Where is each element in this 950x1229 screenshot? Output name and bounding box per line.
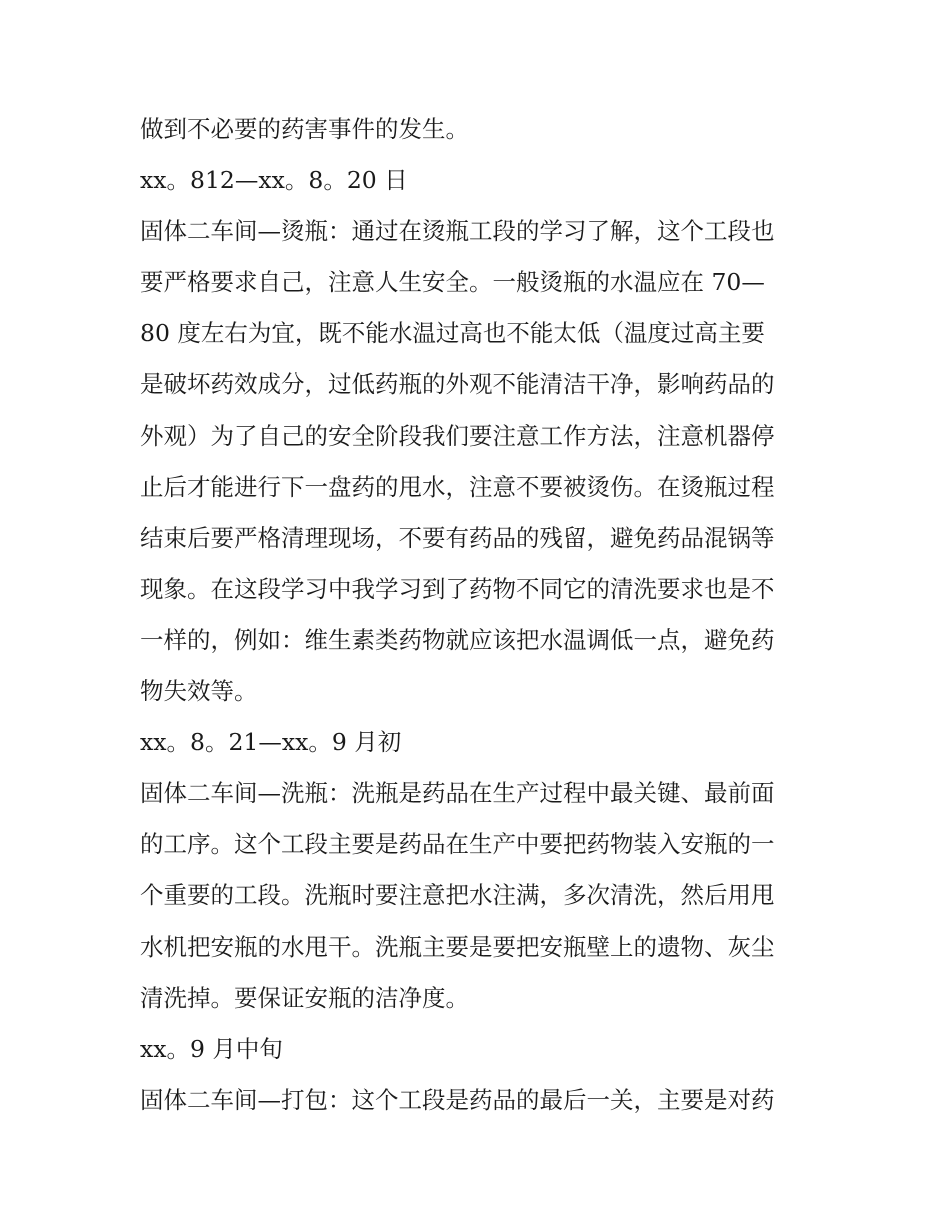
text-line: 外观）为了自己的安全阶段我们要注意工作方法，注意机器停 (140, 421, 775, 450)
text-line: 固体二车间—洗瓶：洗瓶是药品在生产过程中最关键、最前面 (140, 779, 775, 808)
text-line: 一样的，例如：维生素类药物就应该把水温调低一点，避免药 (140, 625, 775, 654)
text-line: 物失效等。 (140, 677, 258, 706)
text-line: 的工序。这个工段主要是药品在生产中要把药物装入安瓶的一 (140, 830, 775, 859)
text-line: 水机把安瓶的水甩干。洗瓶主要是要把安瓶壁上的遗物、灰尘 (140, 932, 775, 961)
text-line: 现象。在这段学习中我学习到了药物不同它的清洗要求也是不 (140, 574, 775, 603)
text-line: 做到不必要的药害事件的发生。 (140, 115, 469, 143)
text-line: 固体二车间—打包：这个工段是药品的最后一关，主要是对药 (140, 1085, 775, 1114)
date-heading: xx。9 月中旬 (140, 1034, 283, 1063)
text-line: 是破坏药效成分，过低药瓶的外观不能清洁干净，影响药品的 (140, 370, 775, 399)
date-heading: xx。8。21—xx。9 月初 (140, 728, 402, 757)
text-line: 80 度左右为宜，既不能水温过高也不能太低（温度过高主要 (140, 319, 765, 348)
text-line: 个重要的工段。洗瓶时要注意把水注满，多次清洗，然后用甩 (140, 881, 775, 910)
body-text (140, 104, 820, 1126)
text-line: 要严格要求自己，注意人生安全。一般烫瓶的水温应在 70— (140, 268, 765, 297)
text-line: 止后才能进行下一盘药的甩水，注意不要被烫伤。在烫瓶过程 (140, 472, 775, 501)
date-heading: xx。812—xx。8。20 日 (140, 166, 408, 195)
text-line: 固体二车间—烫瓶：通过在烫瓶工段的学习了解，这个工段也 (140, 217, 775, 246)
text-line: 清洗掉。要保证安瓶的洁净度。 (140, 983, 469, 1012)
text-line: 结束后要严格清理现场，不要有药品的残留，避免药品混锅等 (140, 523, 775, 552)
